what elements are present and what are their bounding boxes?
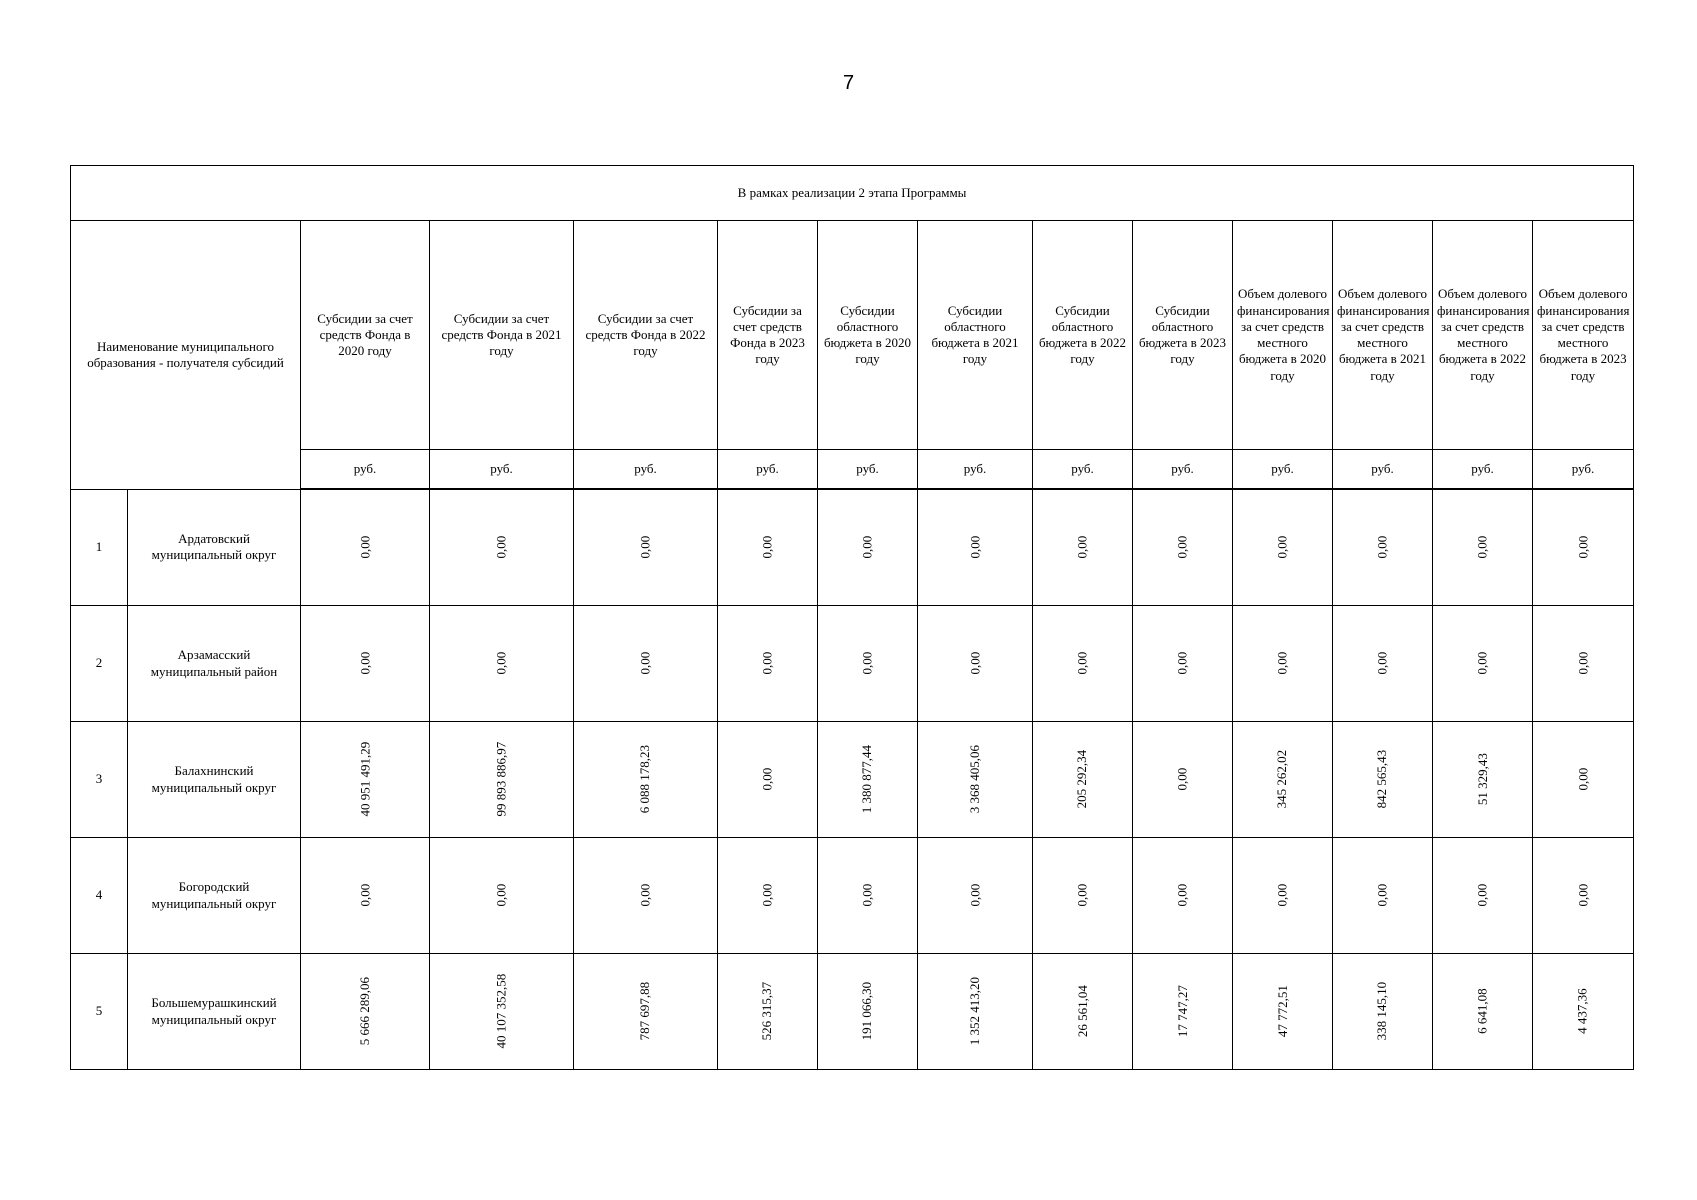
value-text: 0,00: [1574, 536, 1590, 559]
column-header: Объем долевого финансирования за счет средств местного бюджета в 2020 году: [1233, 221, 1333, 450]
value-cell: [1333, 606, 1433, 722]
value-cell: [1533, 606, 1634, 722]
column-header: Субсидии областного бюджета в 2023 году: [1133, 221, 1233, 450]
value-text: 205 292,34: [1074, 750, 1090, 809]
value-text: 0,00: [859, 884, 875, 907]
unit-cell: руб.: [574, 450, 718, 490]
value-cell: [430, 838, 574, 954]
value-cell: [301, 722, 430, 838]
value-text: 17 747,27: [1174, 985, 1190, 1038]
value-cell: [1233, 838, 1333, 954]
table-row: [71, 838, 1634, 954]
column-header: Объем долевого финансирования за счет средств местного бюджета в 2023 году: [1533, 221, 1634, 450]
value-text: 0,00: [759, 652, 775, 675]
value-text: 345 262,02: [1274, 750, 1290, 809]
value-cell: [1133, 489, 1233, 606]
value-text: 0,00: [1174, 884, 1190, 907]
value-cell: [818, 606, 918, 722]
value-cell: [301, 489, 430, 606]
value-cell: [918, 954, 1033, 1070]
value-cell: [1033, 606, 1133, 722]
municipality-name: Богородский муниципальный округ: [128, 838, 301, 954]
value-cell: [918, 722, 1033, 838]
value-text: 6 088 178,23: [637, 745, 653, 814]
value-cell: [1333, 838, 1433, 954]
unit-cell: руб.: [1033, 450, 1133, 490]
value-text: 0,00: [1074, 652, 1090, 675]
value-cell: [1233, 722, 1333, 838]
value-cell: [574, 489, 718, 606]
municipality-name: Большемурашкинский муниципальный округ: [128, 954, 301, 1070]
value-text: 0,00: [493, 652, 509, 675]
value-cell: [918, 838, 1033, 954]
value-text: 51 329,43: [1474, 753, 1490, 806]
unit-cell: руб.: [430, 450, 574, 490]
row-number: 4: [71, 838, 128, 954]
value-text: 0,00: [966, 536, 982, 559]
value-text: 0,00: [1074, 884, 1090, 907]
header-row: [71, 221, 1634, 450]
value-cell: [1233, 489, 1333, 606]
value-text: 0,00: [1274, 536, 1290, 559]
value-cell: [1133, 722, 1233, 838]
value-cell: [1533, 722, 1634, 838]
table-row: [71, 606, 1634, 722]
column-header: Субсидии областного бюджета в 2020 году: [818, 221, 918, 450]
value-cell: [1133, 606, 1233, 722]
row-number: 2: [71, 606, 128, 722]
municipality-name: Балахнинский муниципальный округ: [128, 722, 301, 838]
value-text: 526 315,37: [759, 982, 775, 1041]
value-text: 0,00: [356, 884, 372, 907]
value-cell: [1433, 954, 1533, 1070]
value-text: 0,00: [1274, 884, 1290, 907]
value-cell: [574, 722, 718, 838]
value-cell: [574, 954, 718, 1070]
value-cell: [1533, 954, 1634, 1070]
column-header: Объем долевого финансирования за счет средств местного бюджета в 2022 году: [1433, 221, 1533, 450]
value-cell: [1533, 489, 1634, 606]
value-text: 0,00: [1574, 884, 1590, 907]
value-cell: [1033, 954, 1133, 1070]
value-text: 191 066,30: [859, 982, 875, 1041]
value-cell: [718, 838, 818, 954]
column-header: Субсидии за счет средств Фонда в 2023 году: [718, 221, 818, 450]
value-text: 0,00: [966, 884, 982, 907]
value-text: 0,00: [493, 536, 509, 559]
unit-cell: руб.: [1433, 450, 1533, 490]
municipality-name: Арзамасский муниципальный район: [128, 606, 301, 722]
row-number: 1: [71, 489, 128, 606]
value-text: 1 352 413,20: [966, 977, 982, 1046]
row-number: 5: [71, 954, 128, 1070]
value-text: 47 772,51: [1274, 985, 1290, 1038]
value-cell: [1333, 489, 1433, 606]
value-cell: [430, 489, 574, 606]
value-cell: [1333, 954, 1433, 1070]
value-cell: [1433, 838, 1533, 954]
value-text: 40 951 491,29: [356, 742, 372, 817]
page-number: 7: [842, 72, 855, 94]
value-cell: [718, 722, 818, 838]
value-cell: [718, 954, 818, 1070]
value-text: 3 368 405,06: [966, 745, 982, 814]
name-header: Наименование муниципального образования - получателя субсидий: [71, 221, 301, 490]
value-text: 0,00: [1374, 536, 1390, 559]
value-text: 0,00: [759, 536, 775, 559]
value-cell: [1433, 722, 1533, 838]
table-row: [71, 954, 1634, 1070]
unit-cell: руб.: [918, 450, 1033, 490]
value-text: 0,00: [1174, 536, 1190, 559]
value-cell: [918, 489, 1033, 606]
value-cell: [301, 606, 430, 722]
value-cell: [1133, 838, 1233, 954]
value-text: 0,00: [356, 536, 372, 559]
value-cell: [1433, 606, 1533, 722]
value-cell: [1233, 954, 1333, 1070]
value-text: 26 561,04: [1074, 985, 1090, 1038]
value-cell: [818, 489, 918, 606]
unit-cell: руб.: [301, 450, 430, 490]
value-cell: [1433, 489, 1533, 606]
value-text: 0,00: [493, 884, 509, 907]
unit-cell: руб.: [718, 450, 818, 490]
value-text: 0,00: [1374, 652, 1390, 675]
value-text: 787 697,88: [637, 982, 653, 1041]
unit-cell: руб.: [1233, 450, 1333, 490]
value-text: 842 565,43: [1374, 750, 1390, 809]
value-text: 0,00: [759, 884, 775, 907]
value-cell: [1033, 489, 1133, 606]
table-row: [71, 489, 1634, 606]
value-cell: [574, 606, 718, 722]
value-text: 0,00: [1274, 652, 1290, 675]
unit-cell: руб.: [1333, 450, 1433, 490]
stage-row: [71, 166, 1634, 221]
value-cell: [818, 838, 918, 954]
value-text: 0,00: [637, 884, 653, 907]
value-cell: [818, 722, 918, 838]
unit-row: [71, 450, 1634, 490]
value-text: 0,00: [966, 652, 982, 675]
value-text: 4 437,36: [1574, 988, 1590, 1035]
value-cell: [430, 606, 574, 722]
value-text: 0,00: [356, 652, 372, 675]
value-text: 338 145,10: [1374, 982, 1390, 1041]
subsidy-table: [70, 165, 1634, 1070]
value-text: 40 107 352,58: [493, 974, 509, 1049]
value-text: 0,00: [859, 652, 875, 675]
value-cell: [918, 606, 1033, 722]
value-cell: [301, 838, 430, 954]
value-cell: [818, 954, 918, 1070]
value-cell: [718, 606, 818, 722]
value-text: 0,00: [1174, 652, 1190, 675]
column-header: Субсидии за счет средств Фонда в 2021 году: [430, 221, 574, 450]
value-text: 5 666 289,06: [356, 977, 372, 1046]
row-number: 3: [71, 722, 128, 838]
value-cell: [718, 489, 818, 606]
value-text: 6 641,08: [1474, 988, 1490, 1035]
value-cell: [430, 722, 574, 838]
value-text: 1 380 877,44: [859, 745, 875, 814]
value-cell: [1233, 606, 1333, 722]
value-text: 99 893 886,97: [493, 742, 509, 817]
value-text: 0,00: [1174, 768, 1190, 791]
value-text: 0,00: [1074, 536, 1090, 559]
value-text: 0,00: [1574, 652, 1590, 675]
stage-title: В рамках реализации 2 этапа Программы: [71, 166, 1634, 221]
column-header: Субсидии за счет средств Фонда в 2022 году: [574, 221, 718, 450]
municipality-name: Ардатовский муниципальный округ: [128, 489, 301, 606]
value-cell: [1033, 838, 1133, 954]
value-text: 0,00: [859, 536, 875, 559]
value-cell: [430, 954, 574, 1070]
value-cell: [1533, 838, 1634, 954]
value-cell: [301, 954, 430, 1070]
unit-cell: руб.: [1533, 450, 1634, 490]
column-header: Субсидии за счет средств Фонда в 2020 году: [301, 221, 430, 450]
value-cell: [1133, 954, 1233, 1070]
table-row: [71, 722, 1634, 838]
unit-cell: руб.: [1133, 450, 1233, 490]
column-header: Объем долевого финансирования за счет средств местного бюджета в 2021 году: [1333, 221, 1433, 450]
value-text: 0,00: [1474, 884, 1490, 907]
column-header: Субсидии областного бюджета в 2022 году: [1033, 221, 1133, 450]
value-cell: [1033, 722, 1133, 838]
value-text: 0,00: [637, 652, 653, 675]
value-cell: [574, 838, 718, 954]
column-header: Субсидии областного бюджета в 2021 году: [918, 221, 1033, 450]
value-text: 0,00: [1574, 768, 1590, 791]
value-cell: [1333, 722, 1433, 838]
value-text: 0,00: [759, 768, 775, 791]
value-text: 0,00: [1474, 652, 1490, 675]
value-text: 0,00: [1474, 536, 1490, 559]
unit-cell: руб.: [818, 450, 918, 490]
value-text: 0,00: [637, 536, 653, 559]
value-text: 0,00: [1374, 884, 1390, 907]
